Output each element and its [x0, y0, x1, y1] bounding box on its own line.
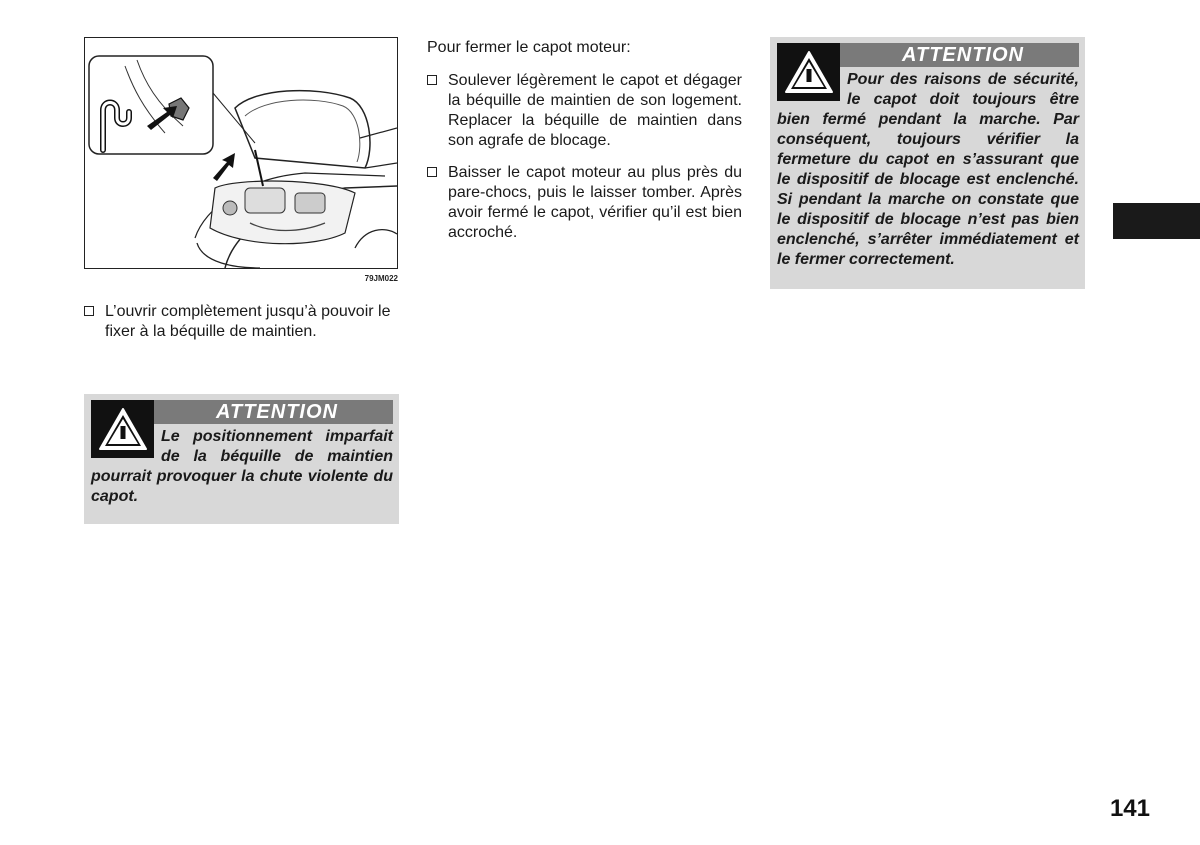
- figure-code: 79JM022: [364, 274, 398, 283]
- checkbox-bullet-icon: [84, 306, 94, 316]
- warning-box-left: [84, 394, 399, 524]
- bullet-open-hood: [84, 302, 400, 342]
- warning-triangle-icon: [91, 400, 154, 458]
- checkbox-bullet-icon: [427, 167, 437, 177]
- warning-text: Le positionnement imparfait de la béquille de maintien pourrait provoquer la chute violente du capot.: [91, 428, 393, 505]
- hood-prop-rod-illustration: [85, 38, 397, 268]
- warning-title: ATTENTION: [777, 43, 1079, 67]
- bullet-text: L’ouvrir complètement jusqu’à pouvoir le fixer à la béquille de maintien.: [105, 303, 391, 340]
- arrow-icon: [213, 153, 235, 181]
- page-number: 141: [1109, 795, 1150, 822]
- checkbox-bullet-icon: [427, 75, 437, 85]
- bullet-text: Soulever légèrement le capot et dégager la béquille de maintien de son logement. Replacer la béquille de maintien dans son agrafe de blocage.: [448, 72, 742, 149]
- intro-text: Pour fermer le capot moteur:: [427, 39, 631, 56]
- hood-illustration: [84, 37, 398, 269]
- warning-title: ATTENTION: [91, 400, 393, 424]
- bullet-text: Baisser le capot moteur au plus près du pare-chocs, puis le laisser tomber. Après avoir fermé le capot, vérifier qu’il est bien accroché.: [448, 164, 742, 241]
- bullet-lift-hood: [427, 71, 742, 151]
- warning-triangle-icon: [777, 43, 840, 101]
- warning-box-right: [770, 37, 1085, 289]
- warning-text: Pour des raisons de sécurité, le capot doit toujours être bien fermé pendant la marche. Par conséquent, toujours vérifier la fermeture du capot en s’assurant que le dispositif de blocage est enclenché. Si pendant la marche on constate que le dispositif de blocage n’est pas bien enclenché, s’arrêter immédiatement et le fermer correctement.: [777, 71, 1079, 268]
- section-tab: [1113, 203, 1200, 239]
- bullet-lower-hood: [427, 163, 742, 243]
